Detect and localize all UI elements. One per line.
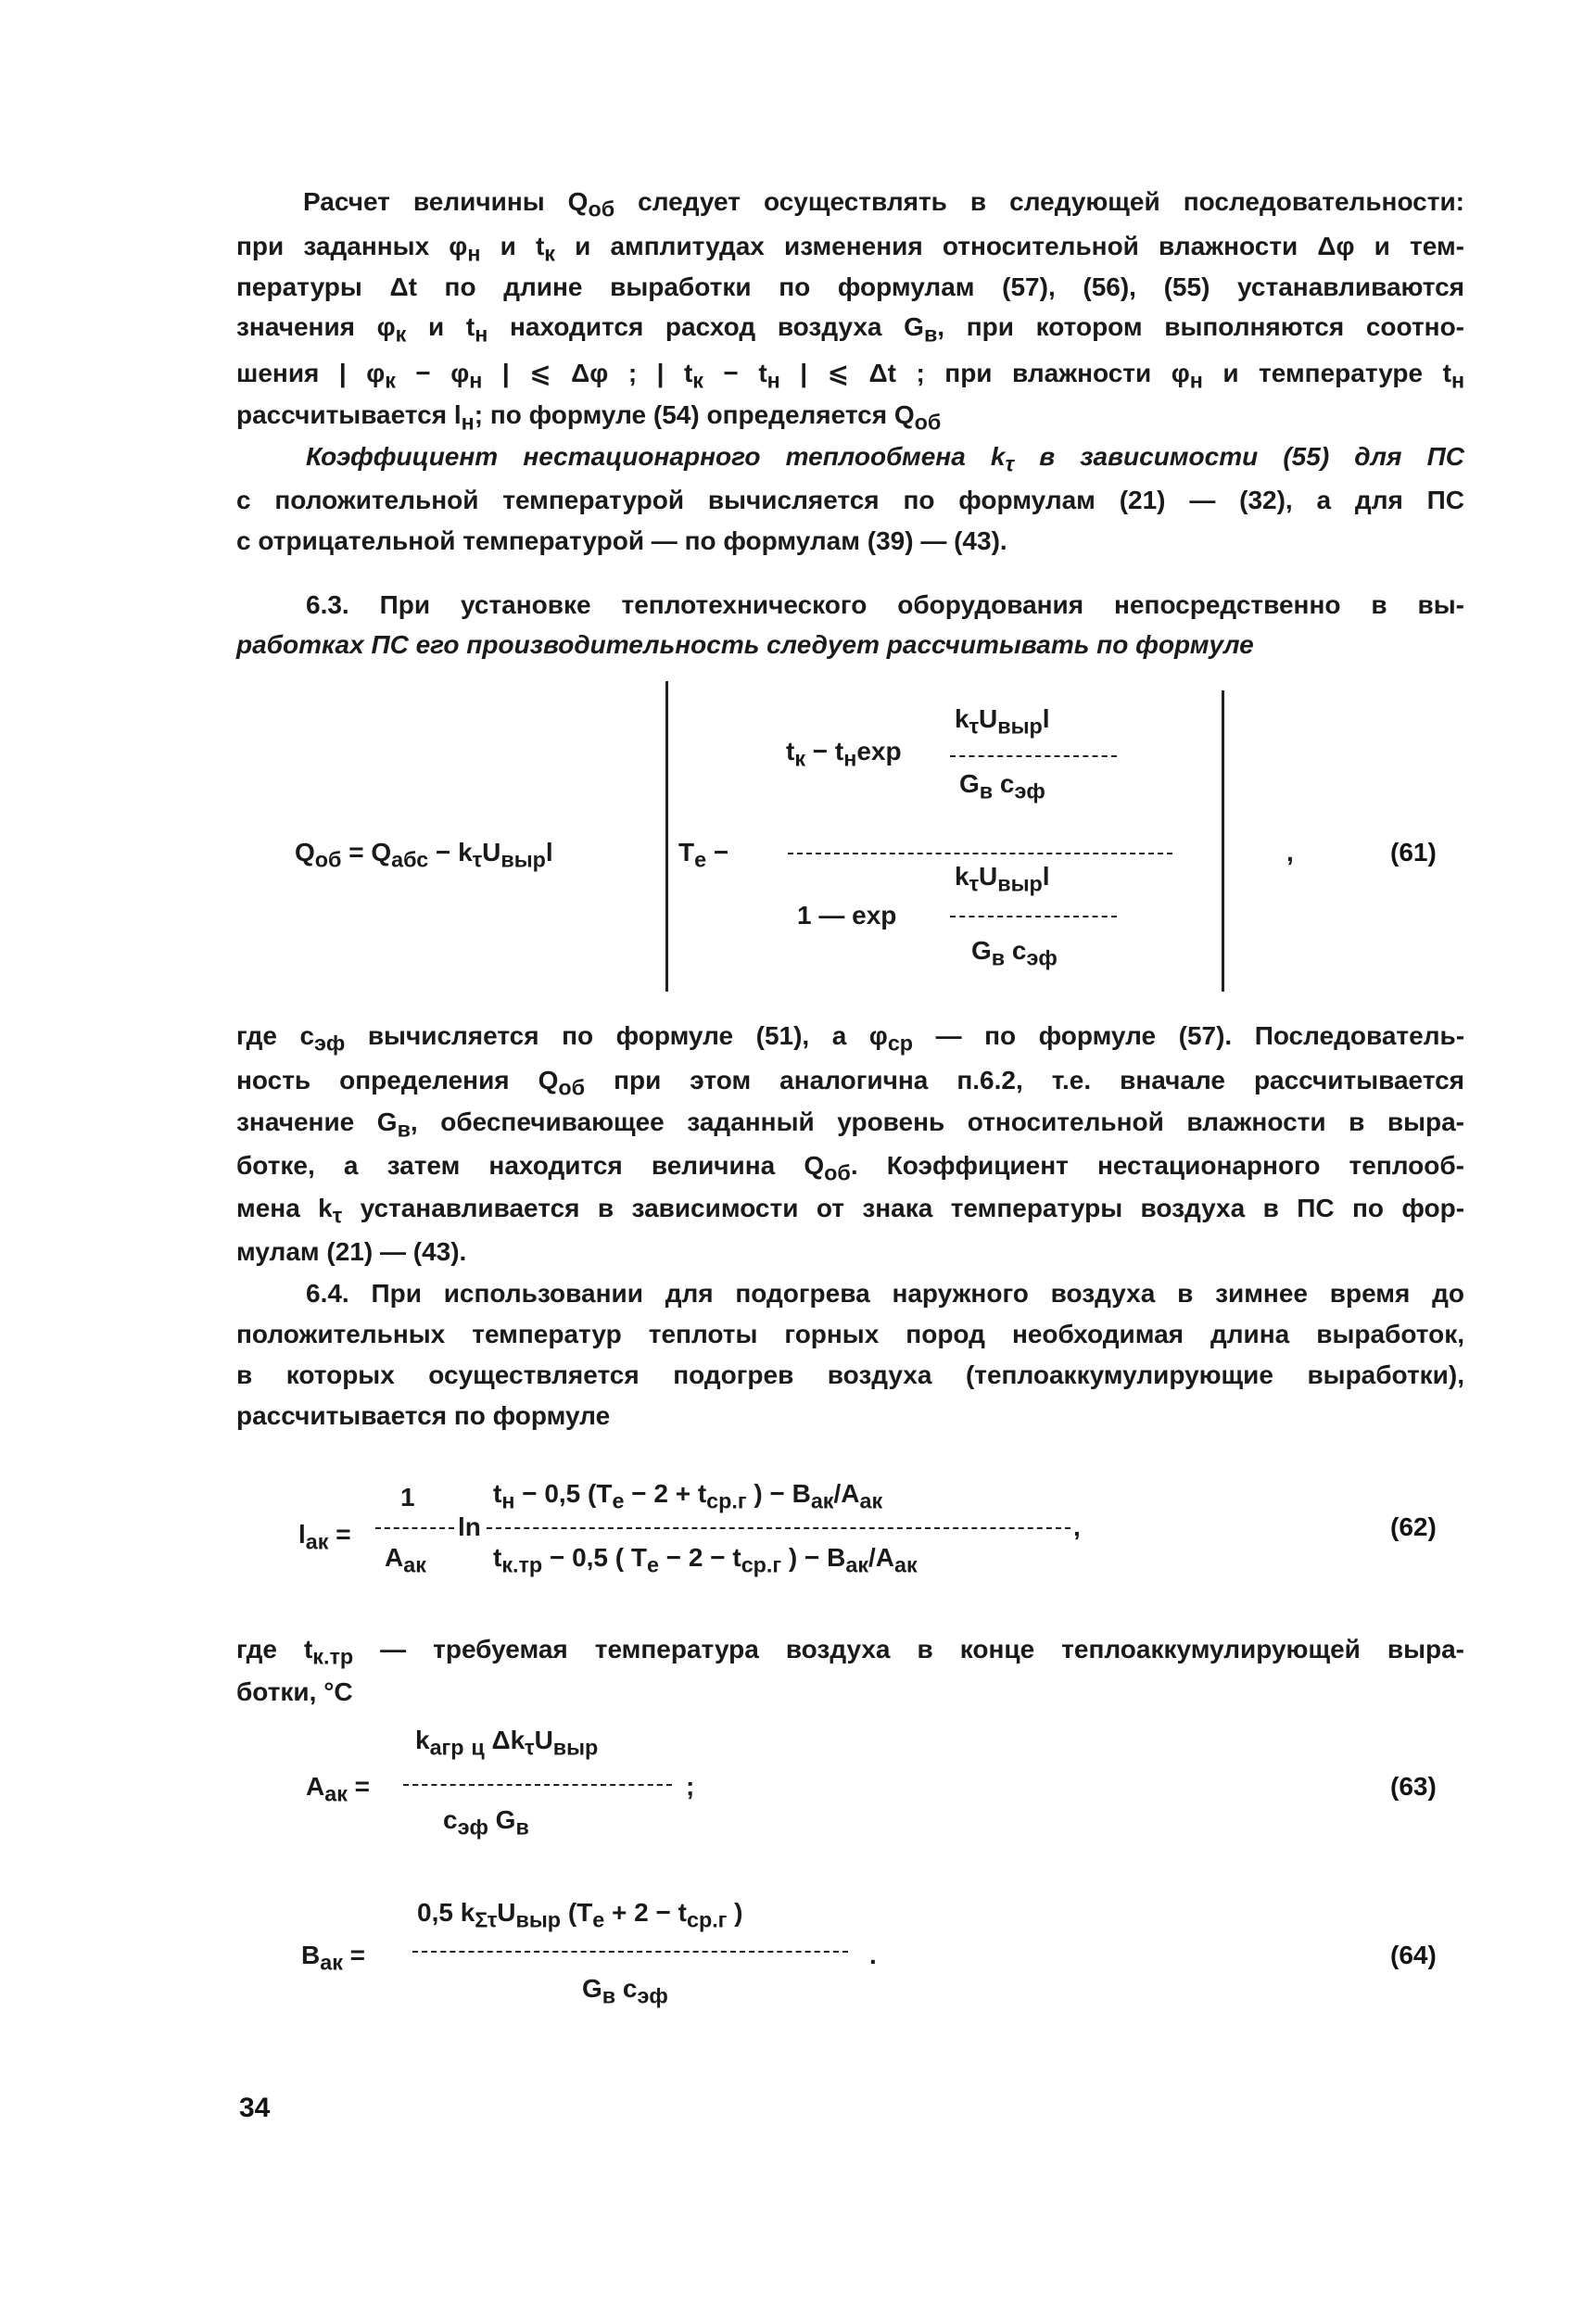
para3-line2: ность определения $Q_{об}$ при этом аналогична п.6.2, т.е. вначале рассчитывается xyxy=(236,1066,1464,1100)
eq61-inner-frac-2 xyxy=(950,916,1117,917)
para4-line1: где $t_{к.тр}$ — требуемая температура воздуха в конце теплоаккумулирующей выра- xyxy=(236,1635,1465,1669)
eq64-numerator: 0,5 $k_{\Sigma\tau}U_{выр}$ ($T_е + 2 - t_{ср.г}$ ) xyxy=(417,1898,743,1932)
para3-line1: где $c_{эф}$ вычисляется по формуле (51), а $\varphi_{ср}$ — по формуле (57). Последователь- xyxy=(236,1021,1465,1056)
eq64-number: (64) xyxy=(1390,1941,1437,1969)
eq62-lhs: $l_{ак}$ = xyxy=(298,1520,351,1554)
eq62-frac2 xyxy=(487,1527,1070,1529)
eq61-main-frac xyxy=(788,853,1172,854)
eq62-denominator: $t_{к.тр} - 0,5$ ( $T_е - 2 - t_{ср.г}$ ) − $B_{ак}/A_{ак}$ xyxy=(493,1543,918,1577)
sec63-line2: работках ПС его производительность следует рассчитывать по формуле xyxy=(236,630,1254,659)
eq64-dot: . xyxy=(869,1941,877,1969)
eq64-frac xyxy=(412,1951,848,1953)
para3-line6: мулам (21) — (43). xyxy=(236,1237,467,1266)
eq62-one: 1 xyxy=(400,1483,415,1512)
eq61-lhs: $Q_{об} = Q_{абс} - k_\tau U_{выр}l$ xyxy=(295,838,553,872)
para1-line3: пературы Δt по длине выработки по формулам (57), (56), (55) устанавливаются xyxy=(236,272,1464,301)
eq63-semicolon: ; xyxy=(686,1772,695,1801)
eq64-denominator: $G_в$ $c_{эф}$ xyxy=(582,1974,668,2008)
eq62-number: (62) xyxy=(1390,1512,1437,1541)
eq63-lhs: $A_{ак}$ = xyxy=(306,1772,371,1806)
sec63-line1: 6.3. При установке теплотехнического оборудования непосредственно в вы- xyxy=(306,590,1464,619)
sec64-line3: в которых осуществляется подогрев воздуха (теплоаккумулирующие выработки), xyxy=(236,1360,1464,1389)
eq61-num-exp-top: $k_\tau U_{выр}l$ xyxy=(955,704,1050,739)
para4-line2: ботки, °С xyxy=(236,1677,353,1706)
para2-line2: с положительной температурой вычисляется по формулам (21) — (32), а для ПС xyxy=(236,486,1464,514)
para2-line3: с отрицательной температурой — по формулам (39) — (43). xyxy=(236,526,1007,555)
eq62-ln: ln xyxy=(458,1512,481,1541)
eq62-numerator: $t_н - 0,5$ ($T_е - 2 + t_{ср.г}$ ) − $B_{ак}/A_{ак}$ xyxy=(493,1479,883,1513)
eq62-frac1 xyxy=(375,1527,454,1529)
sec64-line2: положительных температур теплоты горных пород необходимая длина выработок, xyxy=(236,1320,1464,1348)
para3-line4: ботке, а затем находится величина $Q_{об}$. Коэффициент нестационарного теплооб- xyxy=(236,1151,1464,1185)
eq63-numerator: $k_{агр}$ $_ц$ $\Delta k_\tau U_{выр}$ xyxy=(415,1726,599,1760)
eq62-comma: , xyxy=(1073,1512,1081,1541)
eq61-den-exp: 1 — exp xyxy=(797,901,897,930)
para1-line6: рассчитывается $l_н$; по формуле (54) определяется $Q_{об}$ xyxy=(236,400,942,435)
eq61-number: (61) xyxy=(1390,838,1437,867)
para2-line1: Коэффициент нестационарного теплообмена $k_\tau$ в зависимости (55) для ПС xyxy=(306,442,1464,476)
eq61-left-bracket xyxy=(665,681,668,992)
eq63-frac xyxy=(403,1784,672,1786)
sec64-line4: рассчитывается по формуле xyxy=(236,1401,611,1430)
para3-line5: мена $k_\tau$ устанавливается в зависимости от знака температуры воздуха в ПС по фор- xyxy=(236,1194,1465,1228)
eq61-num-exp-bottom: $G_в$ $c_{эф}$ xyxy=(959,769,1045,803)
eq61-den-exp-bottom: $G_в$ $c_{эф}$ xyxy=(971,936,1058,970)
eq61-comma: , xyxy=(1286,838,1294,867)
eq63-number: (63) xyxy=(1390,1772,1437,1801)
eq63-denominator: $c_{эф}$ $G_в$ xyxy=(443,1805,529,1840)
eq61-right-bracket xyxy=(1222,690,1224,992)
para1-line1: Расчет величины $Q_{об}$ следует осуществлять в следующей последовательности: xyxy=(303,187,1464,221)
eq62-A: $A_{ак}$ xyxy=(385,1543,426,1577)
para1-line4: значения $\varphi_к$ и $t_н$ находится расход воздуха $G_в$, при котором выполняются соотно- xyxy=(236,312,1464,347)
para1-line5: шения | $\varphi_к - \varphi_н$ | ⩽ Δφ ; | $t_к - t_н$ | ⩽ Δt ; при влажности $\varphi_н$ и температуре $t_н$ xyxy=(236,359,1465,393)
para3-line3: значение $G_в$, обеспечивающее заданный уровень относительной влажности в выра- xyxy=(236,1107,1464,1142)
eq61-inner-frac-1 xyxy=(950,755,1117,757)
para1-line2: при заданных $\varphi_н$ и $t_к$ и амплитудах изменения относительной влажности Δφ и тем- xyxy=(236,232,1464,266)
page-number: 34 xyxy=(239,2093,271,2123)
eq64-lhs: $B_{ак}$ = xyxy=(301,1941,366,1975)
eq61-num-t: $t_к - t_н\exp$ xyxy=(786,737,902,771)
eq61-den-exp-top: $k_\tau U_{выр}l$ xyxy=(955,862,1050,896)
eq61-te: $T_е$ − xyxy=(678,838,729,872)
sec64-line1: 6.4. При использовании для подогрева наружного воздуха в зимнее время до xyxy=(306,1279,1464,1308)
